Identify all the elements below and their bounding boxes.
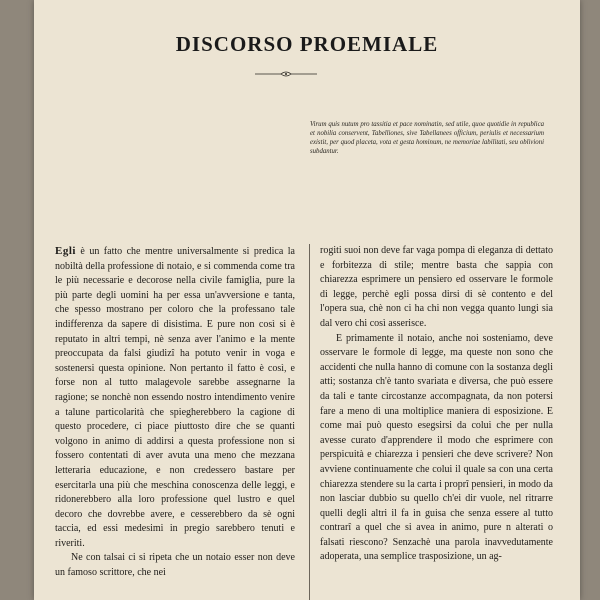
right-column: [320, 244, 553, 565]
epigraph: Virum quis nutum pro tassitia et pace nominatin, sed utile, quoe quotidie in republica et nobilia conservent, Tabelliones, sive Tabellanees officium, periulis et necessarium existit, per quod placeta, vota et gesta hominum, ne memoriae labilitati, seu oblivioni subdantur.: [310, 121, 544, 155]
ornament-rule: [255, 70, 317, 78]
paragraph-text: è un fatto che mentre universalmente si predica la nobiltà della professione di notaio, e si commenda come tra le più necessarie e decorose nella civile famiglia, pure la più parte degli uomini ha per essa un'avversione e tanta, che spesso mostrano per coloro che la professano tale indifferenza da sapere di disistima. E pure non così si è reputato in altri tempi, nè senza aver l'animo e la mente preoccupata da falsi giudizî ha potuto venir in voga e sostenersi questa opinione. Non pertanto il fatto è così, e forse non al tutto malagevole sarebbe assegnarne la ragione; se nonchè non essendo nostro intendimento venire a talune particolarità che spiegherebbero la cagione di questo procedere, ci piace piuttosto dire che se quanti volgono in animo di addirsi a questa professione non si fossero contentati di aver avuta una meno che mezzana letteraria educazione, e non credessero bastare per esercitarla una più che meschina conoscenza delle leggi, e ridonerebbero alla loro professione quel lustro e quel decoro che dovrebbe avere, e cesserebbero da sè ogni taccia, ed essi medesimi in pregio sarebbero tenuti e riveriti.: [55, 246, 295, 549]
drop-cap: Egli: [55, 245, 76, 257]
page-title: DISCORSO PROEMIALE: [175, 32, 439, 56]
column-divider: [309, 244, 310, 600]
document-page: [34, 0, 580, 600]
paragraph: [55, 244, 295, 551]
paragraph: Ne con talsai ci si ripeta che un notaio esser non deve un famoso scrittore, che nei: [55, 552, 295, 579]
left-column: [55, 244, 295, 581]
paragraph: E primamente il notaio, anche noi sosteniamo, deve osservare le formole di legge, ma queste non sono che accidenti che nulla hanno di comune con la sostanza degli atti; sostanza ch'è tanto svariata e diversa, che può essere da tali e tante circostanze accompagnata, da non potersi fare a meno di una moltiplice maniera di esposizione. E come mai può questo esegsirsi da colui che per nulla avesse curato d'apprendere il modo che esprimere con perspicuità e chiarezza i pensieri che deve scrivere? Non avviene continuamente che colui il quale sa con una certa chiarezza stendere su la carta i proprî pensieri, in modo da non lasciar dubbio su quello ch'ei dir vuole, nel ritrarre quelli degli altri il fa in guisa che senza essere al tutto contrarî a quel che si avea in animo, pure n alterati o falsati riescono? Senzachè una parola inavvedutamente adoperata, una semplice trasposizione, un ag-: [320, 332, 553, 563]
paragraph: rogiti suoi non deve far vaga pompa di eleganza di dettato e forbitezza di stile; mentre basta che sappia con chiarezza esprimere un pensiero ed osservare le formole di legge, perchè egli possa dirsi di sè contento e del l'opera sua, chè non ci ha chi non vegga quanto lungi sia dal vero chi così asserisce.: [320, 245, 553, 329]
